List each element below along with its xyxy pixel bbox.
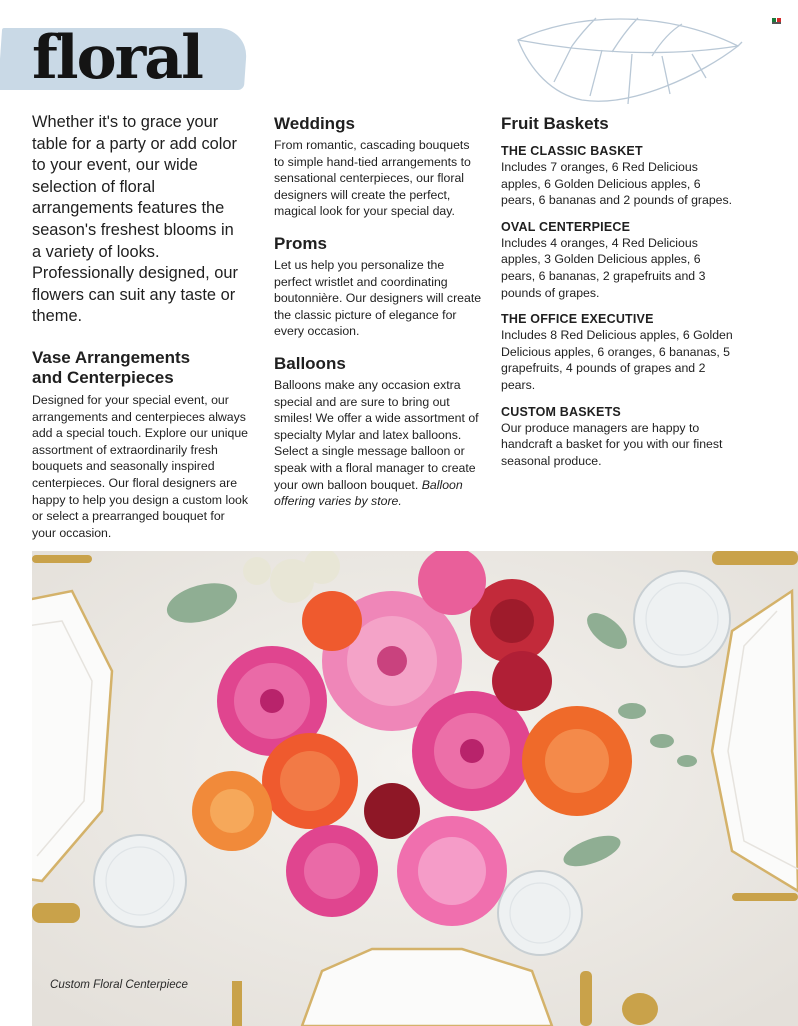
basket-name: CUSTOM BASKETS	[501, 404, 621, 419]
corner-mark-icon	[772, 18, 786, 26]
vase-arrangements-section	[32, 348, 250, 541]
balloons-heading: Balloons	[274, 353, 346, 373]
centerpiece-photo	[32, 551, 798, 1026]
leaf-outline-icon	[512, 12, 744, 122]
services-column	[274, 114, 482, 524]
balloons-text: Balloons make any occasion extra special and are sure to bring out smiles! We offer a wide assortment of specialty Mylar and latex balloons. Select a single message balloon or speak with a floral manager to create your own balloon bouquet.	[274, 377, 479, 492]
weddings-section	[274, 114, 482, 220]
photo-caption: Custom Floral Centerpiece	[50, 978, 188, 991]
basket-desc: Includes 8 Red Delicious apples, 6 Golden Delicious apples, 6 oranges, 6 bananas, 5 grapefruits, 4 pounds of grapes and 2 pears.	[501, 328, 733, 392]
vase-body: Designed for your special event, our arrangements and centerpieces always add a special touch. Explore our unique assortment of extraordinarily fresh bouquets and seasonally inspired centerpieces. Our floral designers are happy to help you design a custom look or select a prearranged bouquet for your occasion.	[32, 393, 249, 540]
weddings-body: From romantic, cascading bouquets to simple hand-tied arrangements to sensational centerpieces, our floral designers will create the perfect, magical look for your special day.	[274, 138, 471, 219]
vase-heading-line2: and Centerpieces	[32, 368, 174, 387]
balloons-note: Balloon offering varies by store.	[274, 477, 463, 509]
basket-desc: Our produce managers are happy to handcraft a basket for you with our finest seasonal produce.	[501, 420, 723, 468]
proms-heading: Proms	[274, 233, 327, 253]
basket-desc: Includes 4 oranges, 4 Red Delicious apples, 3 Golden Delicious apples, 6 pears, 6 bananas, 2 grapefruits and 3 pounds of grapes.	[501, 235, 706, 300]
intro-text: Whether it's to grace your table for a party or add color to your event, our wide selection of floral arrangements features the season's freshest blooms in a variety of looks. Professionally designed, our flowers can suit any taste or theme.	[32, 113, 238, 326]
balloons-body	[274, 377, 482, 510]
basket-name: OVAL CENTERPIECE	[501, 219, 631, 234]
weddings-heading: Weddings	[274, 114, 355, 133]
basket-name: THE CLASSIC BASKET	[501, 144, 643, 158]
balloons-section	[274, 354, 482, 510]
fruit-heading: Fruit Baskets	[501, 114, 609, 133]
page-title: floral	[32, 23, 202, 93]
proms-section	[274, 234, 482, 340]
basket-name: THE OFFICE EXECUTIVE	[501, 312, 654, 327]
fruit-baskets-section	[501, 114, 733, 479]
floral-centerpiece-illustration	[32, 551, 798, 1026]
proms-body: Let us help you personalize the perfect wristlet and coordinating boutonnière. Our designers will create the classic picture of elegance for every occasion.	[274, 257, 482, 339]
basket-desc: Includes 7 oranges, 6 Red Delicious apples, 6 Golden Delicious apples, 6 pears, 6 bananas and 2 pounds of grapes.	[501, 160, 733, 208]
vase-heading-line1: Vase Arrangements	[32, 348, 191, 367]
